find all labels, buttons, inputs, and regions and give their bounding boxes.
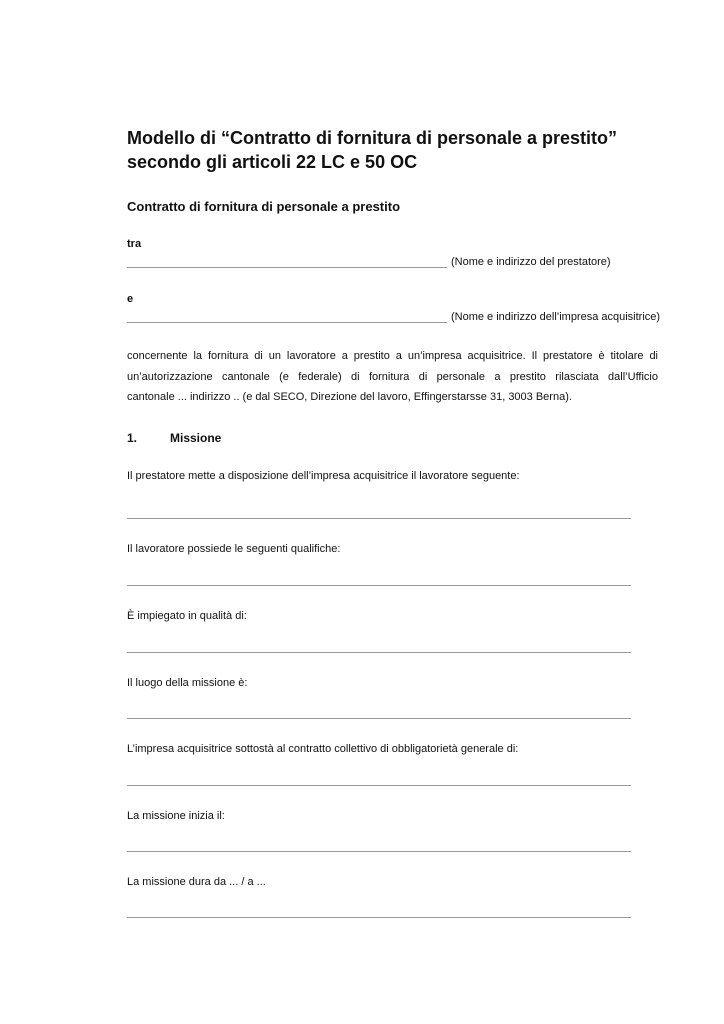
field-line-collective-contract[interactable]	[127, 785, 631, 786]
field-label-collective-contract: L’impresa acquisitrice sottostà al contratto collettivo di obbligatorietà generale di:	[127, 743, 519, 755]
title-line-2: secondo gli articoli 22 LC e 50 OC	[127, 152, 418, 172]
field-line-duration[interactable]	[127, 917, 631, 918]
lender-field-line[interactable]	[127, 267, 447, 268]
field-line-worker[interactable]	[127, 518, 631, 519]
between-label: tra	[127, 238, 142, 250]
section-heading	[127, 431, 221, 445]
field-label-duration: La missione dura da ... / a ...	[127, 876, 266, 888]
contract-subtitle: Contratto di fornitura di personale a prestito	[127, 199, 401, 214]
field-line-role[interactable]	[127, 652, 631, 653]
lender-hint: (Nome e indirizzo del prestatore)	[451, 256, 611, 268]
document-title	[127, 126, 687, 174]
field-label-worker: Il prestatore mette a disposizione dell’impresa acquisitrice il lavoratore seguente:	[127, 470, 520, 482]
intro-line-3: cantonale ... indirizzo .. (e dal SECO, Direzione del lavoro, Effingerstarsse 31, 3003 Berna).	[127, 391, 572, 404]
hirer-hint: (Nome e indirizzo dell’impresa acquisitrice)	[451, 311, 661, 323]
field-line-location[interactable]	[127, 718, 631, 719]
intro-line-2: un’autorizzazione cantonale (e federale) di fornitura di personale a prestito rilasciata dall’Ufficio	[127, 370, 658, 383]
title-line-1: Modello di “Contratto di fornitura di personale a prestito”	[127, 128, 618, 148]
intro-paragraph	[127, 346, 658, 408]
field-label-role: È impiegato in qualità di:	[127, 610, 247, 622]
section-number: 1.	[127, 431, 138, 445]
field-line-start-date[interactable]	[127, 851, 631, 852]
field-label-qualifications: Il lavoratore possiede le seguenti qualifiche:	[127, 543, 341, 555]
intro-line-1: concernente la fornitura di un lavoratore a prestito a un’impresa acquisitrice. Il prestatore è titolare di	[127, 350, 658, 362]
section-title: Missione	[170, 431, 222, 445]
field-line-qualifications[interactable]	[127, 585, 631, 586]
field-label-location: Il luogo della missione è:	[127, 677, 248, 689]
field-label-start-date: La missione inizia il:	[127, 810, 225, 822]
hirer-field-line[interactable]	[127, 322, 447, 323]
and-label: e	[127, 293, 134, 305]
